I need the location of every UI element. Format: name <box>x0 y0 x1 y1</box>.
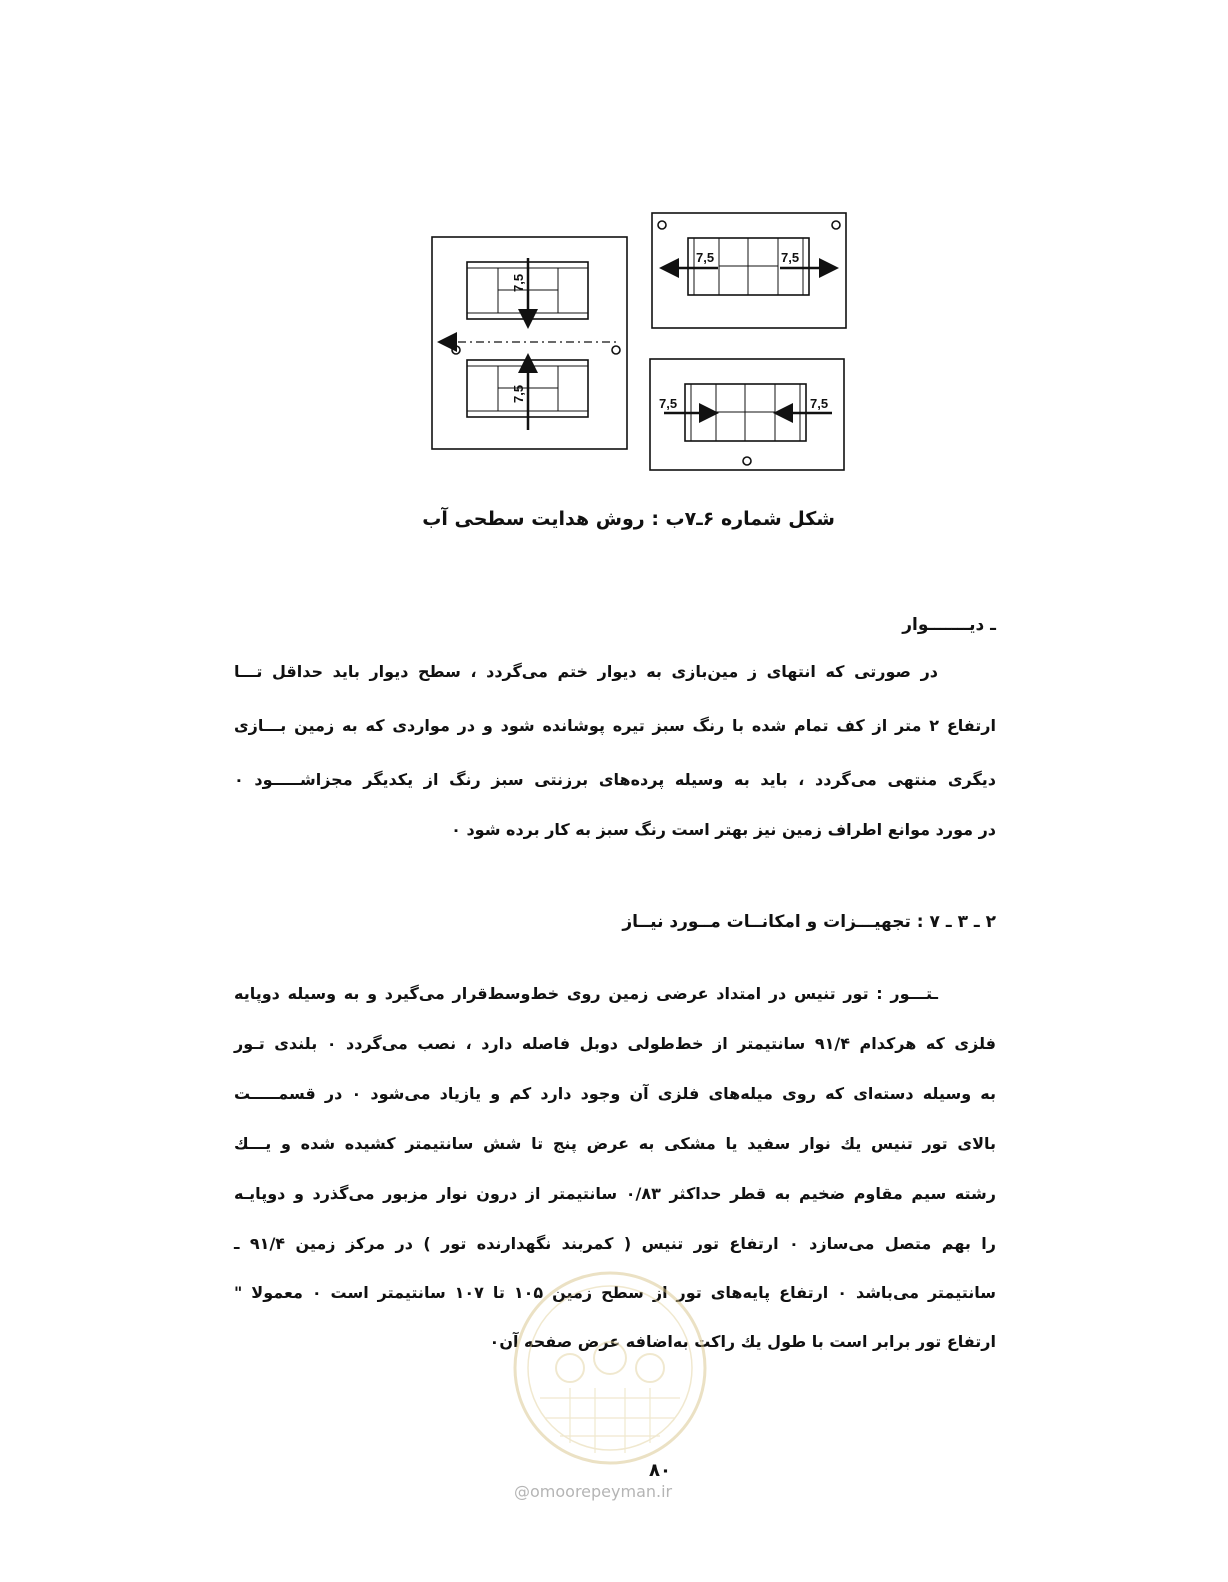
bottom-right-diagram-frame <box>650 359 844 470</box>
wall-line-3: دیگری منتهی می‌گردد ، باید به وسیله پرده‌های برزنتی سبز رنگ از یکدیگر مجزاشـــــود ۰ <box>234 770 996 789</box>
drainage-figure <box>0 0 1228 500</box>
watermark-text: @omoorepeyman.ir <box>514 1482 673 1501</box>
watermark-seal-logo <box>500 1268 720 1468</box>
section-heading-equipment: ۲ ـ ۳ ـ ۷ : تجهیـــزات و امکانــات مــورد نیــاز <box>622 912 996 932</box>
wall-line-1: در صورتی که انتهای ز مین‌بازی به دیوار ختم می‌گردد ، سطح دیوار باید حداقل تـــا <box>234 662 938 681</box>
equipment-line-3: به وسیله دسته‌ای که روی میله‌های فلزی آن وجود دارد کم و یازیاد می‌شود ۰ در قسمـــــت <box>234 1084 996 1103</box>
dim-label-6: 7,5 <box>810 396 829 411</box>
equipment-line-7: سانتیمتر می‌باشد ۰ ارتفاع پایه‌های تور از سطح زمین ۱۰۵ تا ۱۰۷ سانتیمتر است ۰ معمولا " <box>234 1283 996 1302</box>
page-number: ۸۰ <box>649 1460 671 1481</box>
section-heading-wall: ـ دیـــــــوار <box>902 615 996 635</box>
equipment-line-4: بالای تور تنیس یك نوار سفید یا مشکی به عرض پنج تا شش سانتیمتر کشیده شده و یـــك <box>234 1134 996 1153</box>
top-right-diagram-frame <box>652 213 846 328</box>
wall-line-4: در مورد موانع اطراف زمین نیز بهتر است رنگ سبز به کار برده شود ۰ <box>451 820 996 839</box>
wall-line-2: ارتفاع ۲ متر از کف تمام شده با رنگ سبز تیره پوشانده شود و در مواردی که به زمین بـــازی <box>234 716 997 735</box>
figure-caption: شکل شماره ۶ـ۷ب : روش هدایت سطحی آب <box>422 508 835 530</box>
equipment-line-2: فلزی که هرکدام ۹۱/۴ سانتیمتر از خط‌طولی دوبل فاصله دارد ، نصب می‌گردد ۰ بلندی تـور <box>234 1034 996 1053</box>
dim-label-3: 7,5 <box>696 250 715 265</box>
dim-label-2: 7,5 <box>511 384 526 403</box>
dim-label-1: 7,5 <box>511 273 526 292</box>
equipment-line-8: ارتفاع تور برابر است با طول یك راکت به‌اضافه عرض صفحه آن۰ <box>489 1332 996 1351</box>
equipment-line-1: ـتـــور : تور تنیس در امتداد عرضی زمین روی خط‌وسط‌قرار می‌گیرد و به وسیله دوپایه <box>234 984 938 1003</box>
dim-label-4: 7,5 <box>781 250 800 265</box>
equipment-line-6: را بهم متصل می‌سازد ۰ ارتفاع تور تنیس ( کمربند نگهدارنده تور ) در مرکز زمین ۹۱/۴ ـ <box>234 1234 997 1253</box>
dim-label-5: 7,5 <box>659 396 678 411</box>
equipment-line-5: رشته سیم مقاوم ضخیم به قطر حداکثر ۰/۸۳ سانتیمتر از درون نوار مزبور می‌گذرد و دوپایـه <box>234 1184 996 1203</box>
